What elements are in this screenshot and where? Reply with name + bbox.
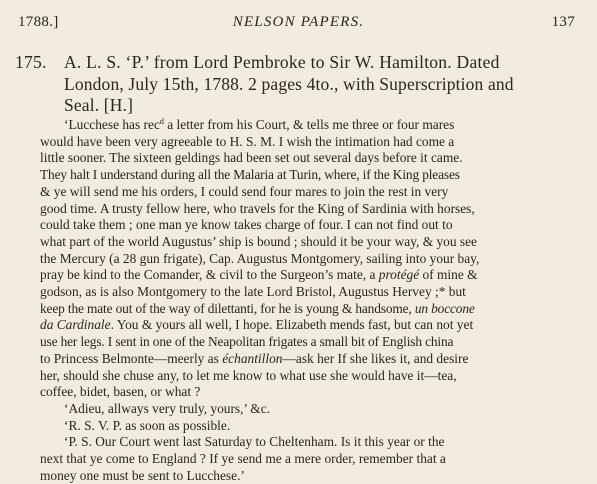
text-run: ‘Lucchese has rec (64, 117, 160, 132)
letter-line-12 (40, 301, 592, 318)
entry-line-2: London, July 15th, 1788. 2 pages 4to., with Superscription and (64, 73, 514, 94)
text-run: to Princess Belmonte—meerly as (40, 350, 223, 366)
letter-line-9: the Mercury (a 28 gun frigate), Cap. Augustus Montgomery, sailing into your bay, (40, 250, 480, 266)
text-run: pray be kind to the Comander, & civil to the Surgeon’s mate, a (40, 267, 379, 283)
italic-phrase: un boccone (414, 300, 475, 316)
entry-description-1: A. L. S. ‘P.’ from Lord Pembroke to Sir W. Hamilton. Dated (64, 52, 500, 72)
letter-line-17: coffee, bidet, basen, or what ? (40, 384, 201, 400)
letter-line-1 (40, 117, 592, 134)
text-run: of mine & (419, 267, 478, 283)
entry-number: 175. (15, 52, 47, 72)
letter-line-13 (40, 317, 592, 334)
letter-line-22: money one must be sent to Lucchese.’ (40, 467, 245, 483)
letter-line-6: good time. A trusty fellow here, who travels for the King of Sardinia with horses, (40, 200, 475, 216)
header-title: NELSON PAPERS. (232, 14, 365, 30)
letter-line-14: use her legs. I sent in one of the Neapolitan frigates a small bit of English china (40, 334, 454, 350)
italic-phrase: protégé (378, 267, 420, 283)
letter-line-19: ‘R. S. V. P. as soon as possible. (64, 417, 231, 433)
catalogue-entry (15, 52, 590, 117)
italic-phrase: échantillon (222, 350, 283, 366)
letter-line-15 (40, 351, 592, 368)
letter-line-20: ‘P. S. Our Court went last Saturday to Cheltenham. Is it this year or the (64, 434, 445, 450)
letter-line-10 (40, 267, 592, 284)
letter-line-8: what part of the world Augustus’ ship is bound ; should it be your way, & you see (40, 233, 478, 249)
entry-line-1 (15, 52, 590, 74)
letter-line-2: would have been very agreeable to H. S. M. I wish the intimation had come a (40, 133, 455, 149)
text-run: . You & yours all well, I hope. Elizabeth mends fast, but can not yet (110, 317, 474, 333)
running-header (14, 14, 583, 34)
letter-line-11: godson, as is also Montgomery to the late Lord Bristol, Augustus Hervey ;* but (40, 284, 466, 300)
letter-line-21: next that ye come to England ? If ye send me a mere order, remember that a (40, 451, 446, 467)
italic-phrase: da Cardinale (40, 317, 111, 333)
page-number: 137 (551, 14, 575, 30)
letter-line-3: little sooner. The sixteen geldings had been set out several days before it came. (40, 150, 463, 166)
text-run: a letter from his Court, & tells me three or four mares (163, 117, 455, 132)
header-year: 1788.] (18, 14, 59, 30)
letter-line-5: & ye will send me his orders, I could send four mares to join the rest in very (40, 183, 449, 199)
letter-line-7: could take them ; one man ye know takes charge of four. I can not find out to (40, 217, 453, 233)
superscript: d (159, 117, 164, 126)
text-run: —ask her If she likes it, and desire (282, 350, 469, 366)
letter-line-18: ‘Adieu, allways very truly, yours,’ &c. (64, 400, 271, 416)
letter-line-16: her, should she chuse any, to let me know to what use she would have it—tea, (40, 367, 457, 383)
text-run: keep the mate out of the way of dilettanti, for he is young & handsome, (40, 300, 415, 316)
letter-transcription (40, 117, 592, 484)
entry-line-3: Seal. [H.] (64, 95, 134, 115)
letter-line-4: They halt I understand during all the Malaria at Turin, where, if the King pleases (40, 167, 460, 183)
